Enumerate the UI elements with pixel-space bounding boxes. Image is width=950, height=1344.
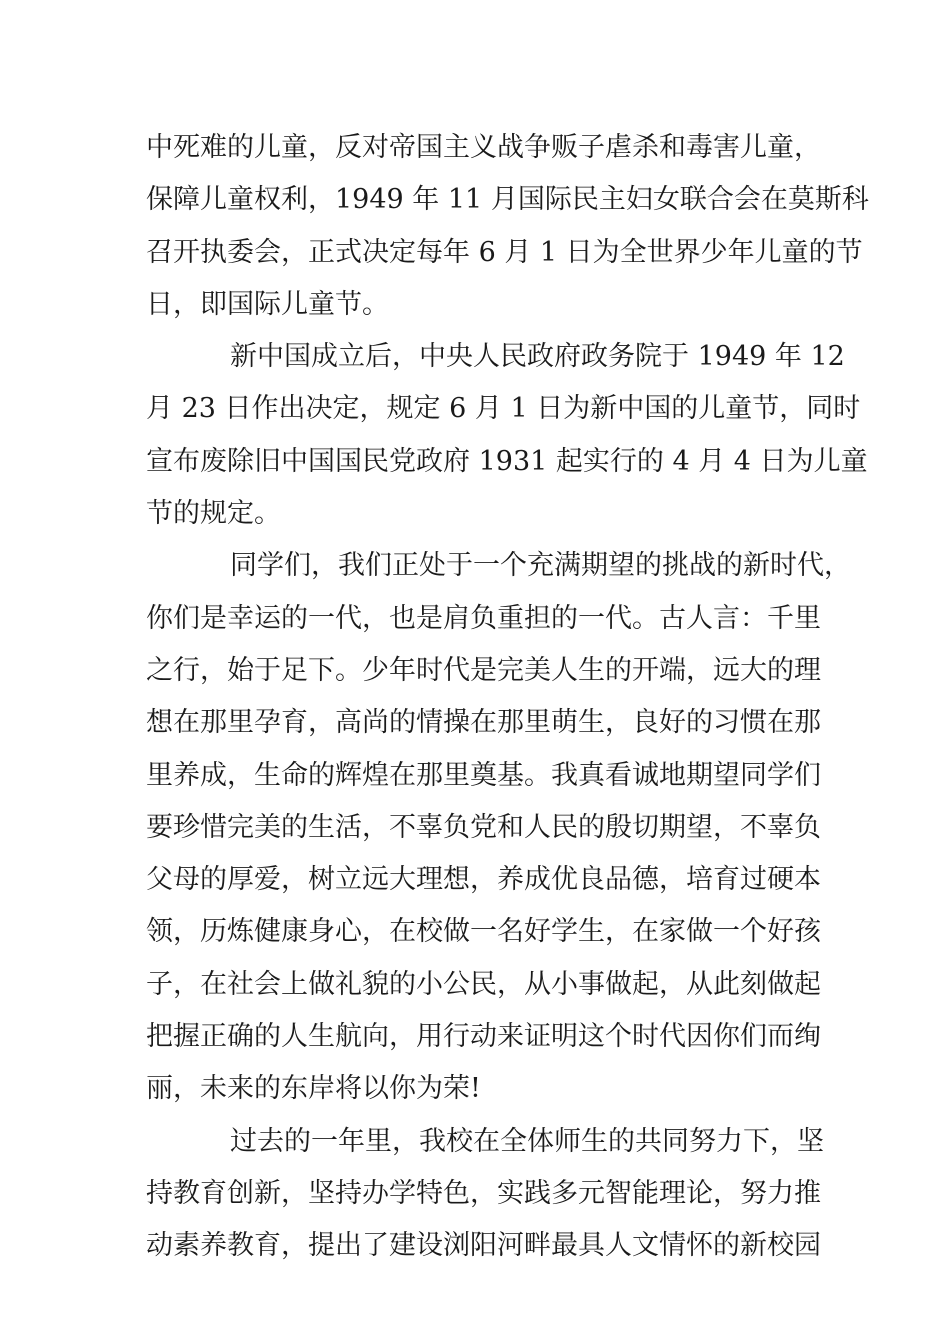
text-line: 父母的厚爱，树立远大理想，养成优良品德，培育过硬本 — [146, 864, 821, 896]
text-line: 中死难的儿童，反对帝国主义战争贩子虐杀和毒害儿童， — [146, 132, 821, 163]
text-line: 同学们，我们正处于一个充满期望的挑战的新时代， — [230, 550, 851, 582]
text-line: 领，历炼健康身心，在校做一名好学生，在家做一个好孩 — [146, 916, 821, 948]
text-line: 之行，始于足下。少年时代是完美人生的开端，远大的理 — [146, 654, 821, 686]
text-line: 把握正确的人生航向，用行动来证明这个时代因你们而绚 — [146, 1021, 821, 1053]
text-line: 召开执委会，正式决定每年 6 月 1 日为全世界少年儿童的节 — [146, 236, 863, 268]
text-line: 想在那里孕育，高尚的情操在那里萌生，良好的习惯在那 — [146, 707, 821, 739]
paragraph — [146, 122, 869, 331]
text-line: 日，即国际儿童节。 — [146, 288, 389, 320]
paragraph — [146, 331, 868, 540]
text-line: 丽，未来的东岸将以你为荣! — [146, 1073, 481, 1105]
text-line: 里养成，生命的辉煌在那里奠基。我真看诚地期望同学们 — [146, 759, 821, 791]
body-text — [146, 122, 869, 1273]
paragraph — [146, 540, 851, 1115]
text-line: 宣布废除旧中国国民党政府 1931 起实行的 4 月 4 日为儿童 — [146, 445, 868, 477]
text-line: 过去的一年里，我校在全体师生的共同努力下，坚 — [230, 1125, 824, 1157]
text-line: 节的规定。 — [146, 498, 281, 530]
text-line: 新中国成立后，中央人民政府政务院于 1949 年 12 — [230, 341, 845, 373]
text-line: 动素养教育，提出了建设浏阳河畔最具人文情怀的新校园 — [146, 1230, 821, 1262]
text-line: 你们是幸运的一代，也是肩负重担的一代。古人言：千里 — [146, 602, 821, 634]
text-line: 持教育创新，坚持办学特色，实践多元智能理论，努力推 — [146, 1177, 821, 1209]
paragraph — [146, 1116, 824, 1273]
text-line: 月 23 日作出决定，规定 6 月 1 日为新中国的儿童节，同时 — [146, 393, 861, 425]
text-line: 保障儿童权利，1949 年 11 月国际民主妇女联合会在莫斯科 — [146, 184, 869, 216]
text-line: 要珍惜完美的生活，不辜负党和人民的殷切期望，不辜负 — [146, 811, 821, 843]
text-line: 子，在社会上做礼貌的小公民，从小事做起，从此刻做起 — [146, 968, 821, 1000]
